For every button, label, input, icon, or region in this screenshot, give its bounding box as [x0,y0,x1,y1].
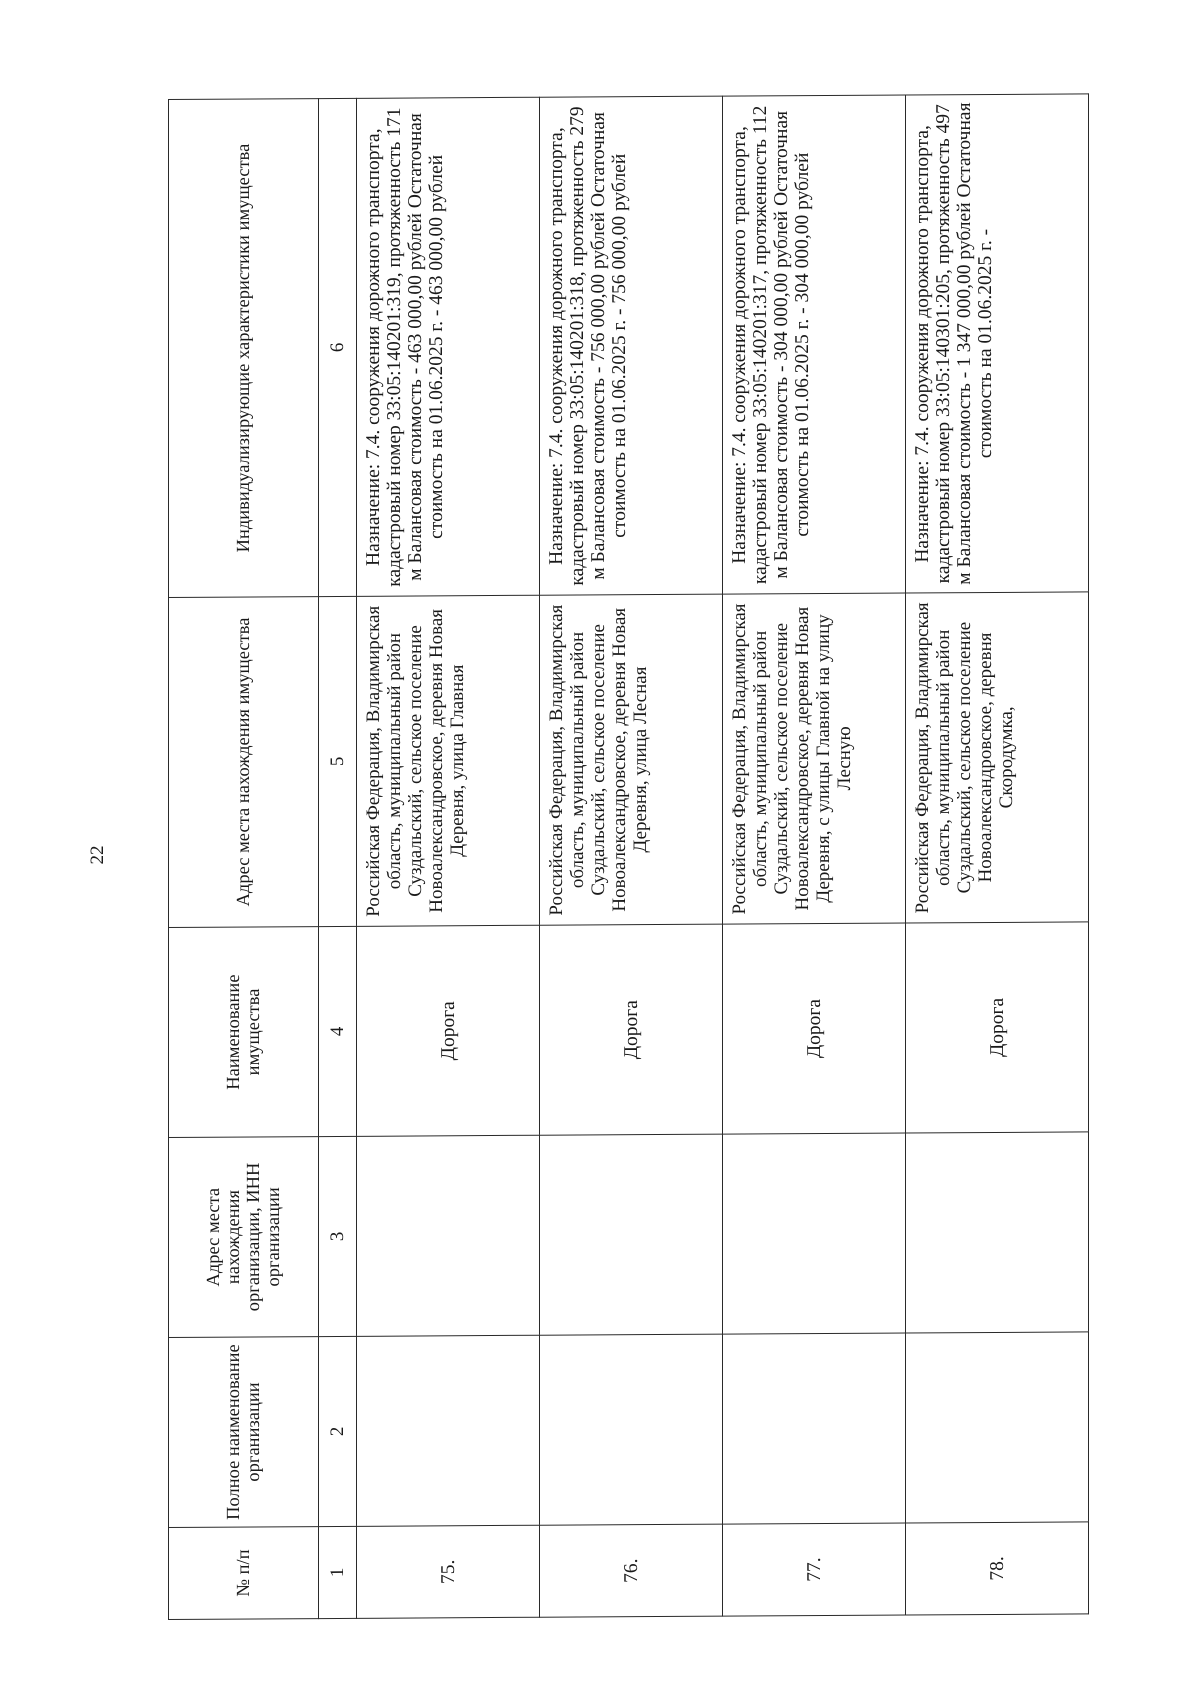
header-characteristics: Индивидуализирующие характеристики имущества [169,99,319,598]
table-row [540,96,723,1617]
org-name-cell [540,1334,723,1525]
property-address-cell: Российская Федерация, Владимирская область, муниципальный район Суздальский, сельское поселение Новоалександровское, деревня Скородумка, [906,592,1089,923]
property-table-wrapper [168,94,1088,1620]
property-table [168,93,1089,1620]
row-number: 75. [357,1525,540,1618]
row-number: 76. [540,1524,723,1617]
column-number: 4 [319,926,357,1136]
page-number: 22 [87,845,108,865]
org-name-cell [906,1332,1089,1523]
property-address-cell: Российская Федерация, Владимирская область, муниципальный район Суздальский, сельское поселение Новоалександровское, деревня Новая Деревня, улица Главная [357,595,540,926]
org-address-cell [357,1135,540,1336]
header-org-name: Полное наименование организации [169,1337,319,1528]
row-number: 77. [723,1523,906,1616]
column-number: 3 [319,1136,357,1336]
table-header-row [169,99,319,1620]
table-row [357,97,540,1618]
org-address-cell [723,1133,906,1334]
property-address-cell: Российская Федерация, Владимирская область, муниципальный район Суздальский, сельское поселение Новоалександровское, деревня Новая Деревня, улица Лесная [540,594,723,925]
column-number: 2 [319,1336,357,1526]
table-row [906,94,1089,1615]
column-number: 5 [319,596,357,926]
column-number: 6 [319,98,357,596]
org-name-cell [723,1333,906,1524]
header-org-address: Адрес места нахождения организации, ИНН организации [169,1137,319,1338]
org-address-cell [540,1134,723,1335]
property-address-cell: Российская Федерация, Владимирская область, муниципальный район Суздальский, сельское поселение Новоалександровское, деревня Новая Деревня, с улицы Главной на улицу Лесную [723,593,906,924]
characteristics-cell: Назначение: 7.4. сооружения дорожного транспорта, кадастровый номер 33:05:140201:318, протяженность 279 м Балансовая стоимость - 756 000,00 рублей Остаточная стоимость на 01.06.2025 г. - 756 000,00 рублей [540,96,723,595]
property-name-cell: Дорога [723,923,906,1134]
row-number: 78. [906,1522,1089,1615]
org-address-cell [906,1132,1089,1333]
org-name-cell [357,1335,540,1526]
column-number-row [319,98,357,1618]
characteristics-cell: Назначение: 7.4. сооружения дорожного транспорта, кадастровый номер 33:05:140301:205, протяженность 497 м Балансовая стоимость - 1 347 000,00 рублей Остаточная стоимость на 01.06.2025 г. - [906,94,1089,593]
characteristics-cell: Назначение: 7.4. сооружения дорожного транспорта, кадастровый номер 33:05:140201:319, протяженность 171 м Балансовая стоимость - 463 000,00 рублей Остаточная стоимость на 01.06.2025 г. - 463 000,00 рублей [357,97,540,596]
property-name-cell: Дорога [357,925,540,1136]
header-number: № п/п [169,1527,319,1620]
column-number: 1 [319,1526,357,1618]
table-row [723,95,906,1616]
characteristics-cell: Назначение: 7.4. сооружения дорожного транспорта, кадастровый номер 33:05:140201:317, протяженность 112 м Балансовая стоимость - 304 000,00 рублей Остаточная стоимость на 01.06.2025 г. - 304 000,00 рублей [723,95,906,594]
property-name-cell: Дорога [906,922,1089,1133]
property-name-cell: Дорога [540,924,723,1135]
header-property-address: Адрес места нахождения имущества [169,597,319,928]
header-property-name: Наименование имущества [169,927,319,1138]
